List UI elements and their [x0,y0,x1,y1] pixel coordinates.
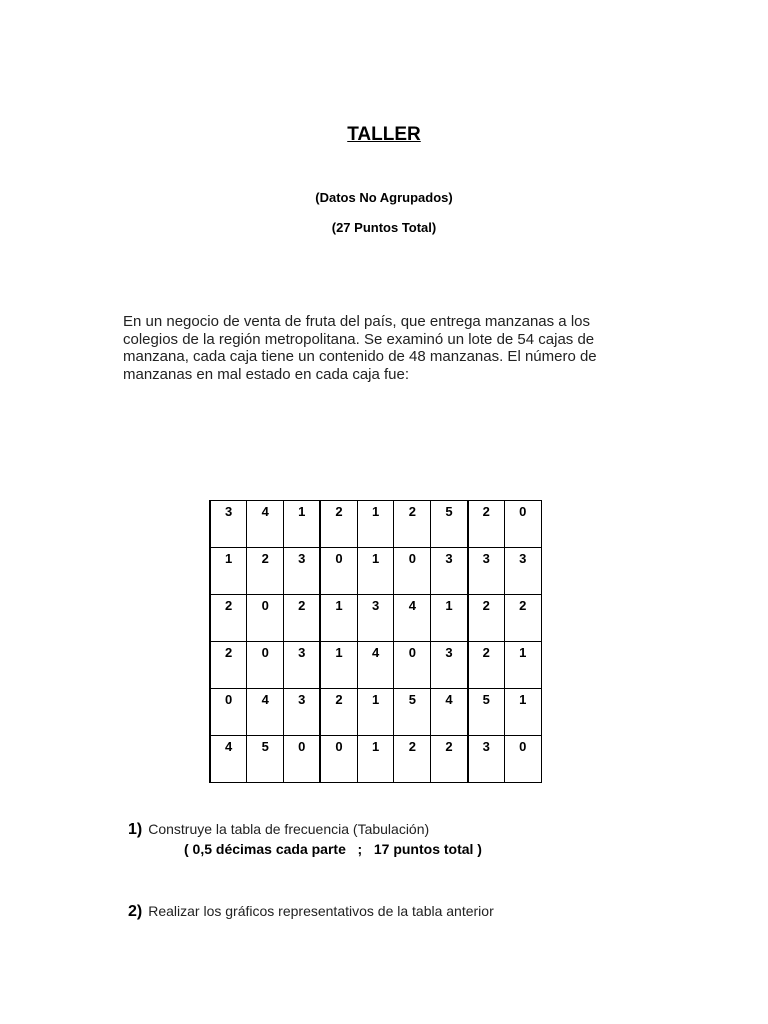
table-cell: 0 [320,548,357,595]
table-cell: 4 [357,642,394,689]
table-cell: 4 [210,736,247,783]
table-cell: 4 [394,595,431,642]
table-cell: 0 [247,595,284,642]
table-row [210,642,541,689]
question-number: 1) [128,821,143,838]
table-cell: 0 [504,736,541,783]
table-cell: 1 [357,736,394,783]
document-title: TALLER [347,124,421,145]
table-cell: 4 [431,689,468,736]
table-cell: 2 [431,736,468,783]
table-cell: 2 [210,595,247,642]
table-cell: 5 [247,736,284,783]
table-cell: 1 [284,501,321,548]
table-cell: 3 [431,642,468,689]
question-1 [128,821,429,839]
table-cell: 1 [357,501,394,548]
table-cell: 3 [468,736,505,783]
table-cell: 3 [284,548,321,595]
table-cell: 3 [284,689,321,736]
table-cell: 1 [431,595,468,642]
table-cell: 3 [504,548,541,595]
table-cell: 3 [210,501,247,548]
table-cell: 4 [247,501,284,548]
table-cell: 1 [320,642,357,689]
paragraph-line: manzanas en mal estado en cada caja fue: [123,365,410,383]
table-cell: 3 [468,548,505,595]
problem-paragraph [123,313,623,383]
table-cell: 2 [468,595,505,642]
question-2 [128,903,494,921]
question-1-note: ( 0,5 décimas cada parte ; 17 puntos total ) [184,841,482,857]
table-cell: 2 [504,595,541,642]
points-total: (27 Puntos Total) [331,220,437,235]
table-cell: 1 [357,548,394,595]
paragraph-line: manzana, cada caja tiene un contenido de 48 manzanas. El número de [123,348,597,365]
question-number: 2) [128,903,143,920]
table-cell: 0 [394,642,431,689]
table-cell: 2 [394,736,431,783]
table-cell: 1 [320,595,357,642]
table-cell: 1 [210,548,247,595]
table-cell: 5 [394,689,431,736]
data-table [209,500,542,783]
table-cell: 4 [247,689,284,736]
table-cell: 5 [431,501,468,548]
table-cell: 0 [210,689,247,736]
table-cell: 1 [357,689,394,736]
table-cell: 2 [468,501,505,548]
table-cell: 3 [357,595,394,642]
table-cell: 3 [284,642,321,689]
table-cell: 5 [468,689,505,736]
table-cell: 0 [284,736,321,783]
table-row [210,736,541,783]
table-row [210,595,541,642]
table-row [210,548,541,595]
question-text: Construye la tabla de frecuencia (Tabulación) [148,821,430,837]
table-cell: 0 [394,548,431,595]
table-cell: 0 [320,736,357,783]
table-row [210,689,541,736]
paragraph-line: En un negocio de venta de fruta del país, que entrega manzanas a los [123,313,590,330]
table-cell: 0 [504,501,541,548]
question-text: Realizar los gráficos representativos de la tabla anterior [148,903,494,919]
table-cell: 0 [247,642,284,689]
paragraph-line: colegios de la región metropolitana. Se examinó un lote de 54 cajas de [123,330,595,348]
table-cell: 3 [431,548,468,595]
table-cell: 2 [394,501,431,548]
table-cell: 2 [247,548,284,595]
document-subtitle: (Datos No Agrupados) [315,190,453,205]
table-cell: 2 [320,501,357,548]
table-cell: 1 [504,689,541,736]
table-cell: 2 [468,642,505,689]
table-cell: 1 [504,642,541,689]
table-row [210,501,541,548]
table-cell: 2 [320,689,357,736]
table-cell: 2 [284,595,321,642]
table-cell: 2 [210,642,247,689]
